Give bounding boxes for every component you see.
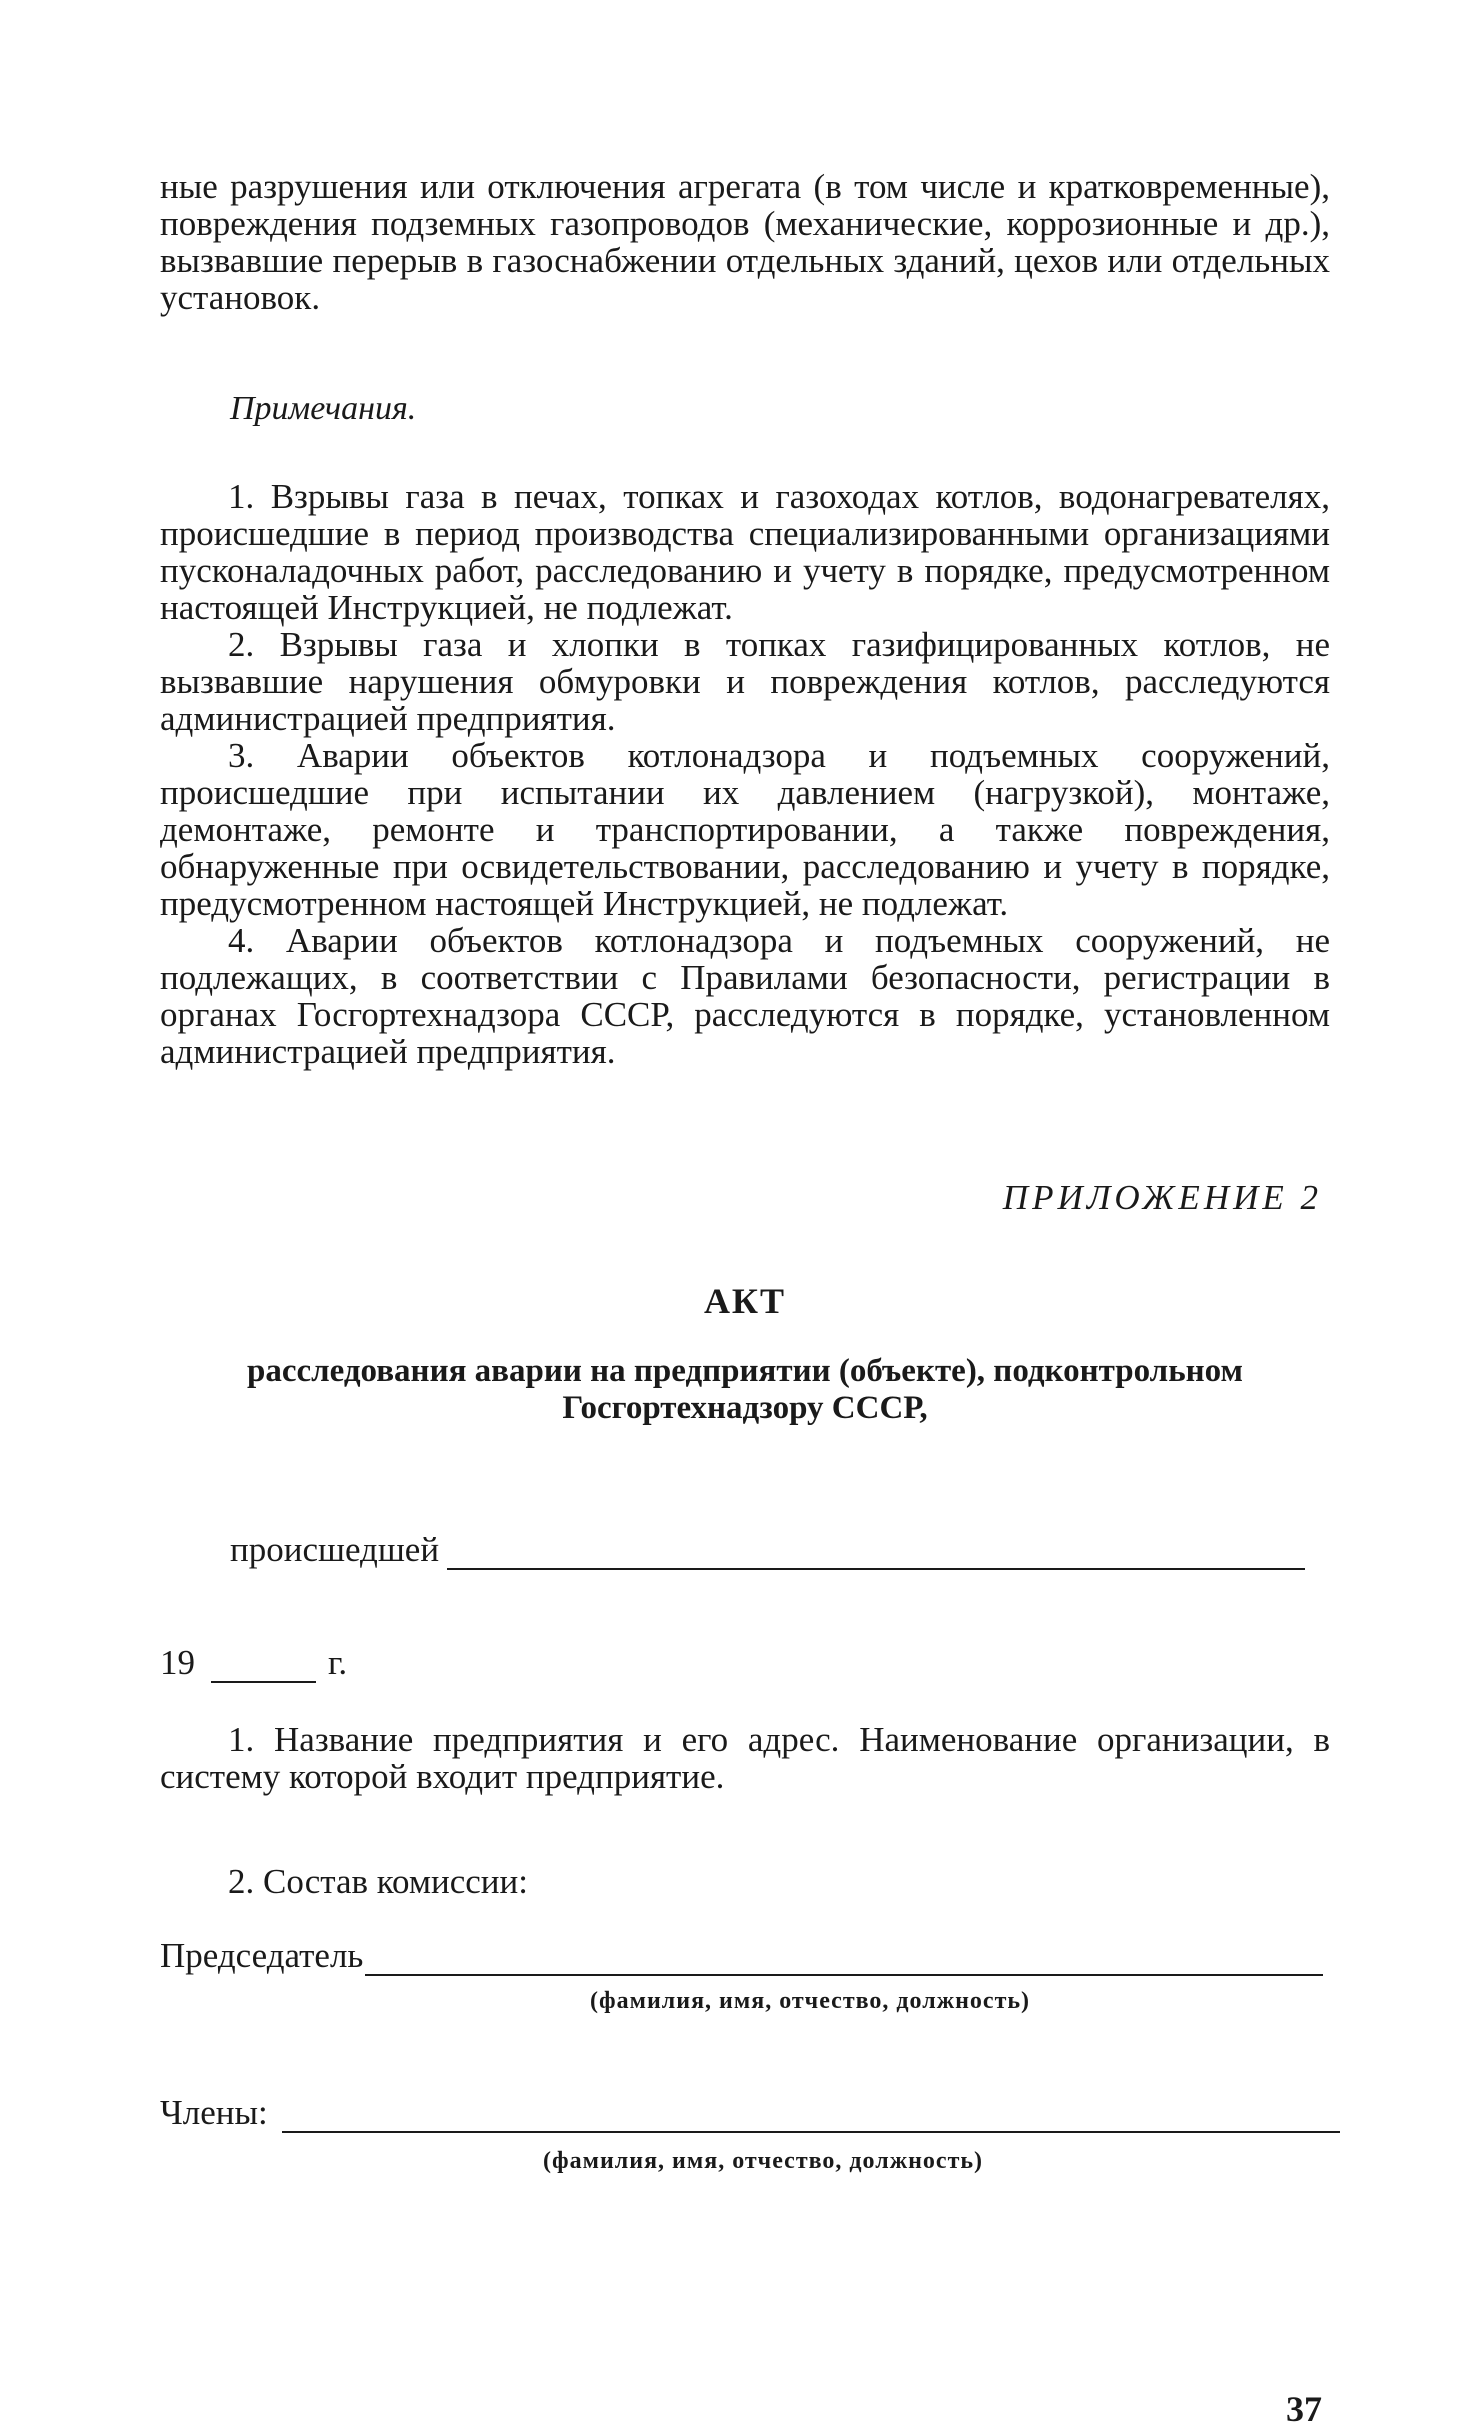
occurred-field (230, 1530, 1305, 1570)
appendix-label: ПРИЛОЖЕНИЕ 2 (1002, 1178, 1322, 1217)
act-title: АКТ (703, 1281, 787, 1321)
year-prefix: 19 (160, 1643, 195, 1682)
year-suffix: г. (328, 1643, 348, 1682)
members-blank-line[interactable] (282, 2101, 1340, 2133)
note-item-1: 1. Взрывы газа в печах, топках и газоходах котлов, водонагревателях, происшедшие в период производства специализированными организациями пусконаладочных работ, расследованию и учету в порядке, предусмотренном настоящей Инструкцией, не подлежат. (160, 477, 1330, 627)
form-item-2 (160, 1863, 1330, 1900)
year-blank-line[interactable] (211, 1651, 316, 1683)
members-caption: (фамилия, имя, отчество, должность) (543, 2148, 984, 2174)
form-item-1-text: 1. Название предприятия и его адрес. Наименование организации, в систему которой входит предприятие. (160, 1720, 1330, 1796)
page-number: 37 (1286, 2389, 1322, 2429)
form-item-1 (160, 1721, 1330, 1795)
act-subtitle: расследования аварии на предприятии (объекте), подконтрольном Госгортехнадзору СССР, (246, 1353, 1244, 1426)
intro-paragraph: ные разрушения или отключения агрегата (в том числе и кратковременные), повреждения подземных газопроводов (механические, коррозионные и др.), вызвавшие перерыв в газоснабжении отдельных зданий, цехов или отдельных установок. (160, 167, 1330, 317)
note-item-2: 2. Взрывы газа и хлопки в топках газифицированных котлов, не вызвавшие нарушения обмуровки и повреждения котлов, расследуются администрацией предприятия. (160, 625, 1330, 738)
chairman-label: Председатель (160, 1936, 364, 1975)
members-label: Члены: (160, 2093, 268, 2132)
year-field (160, 1643, 347, 1683)
chairman-caption: (фамилия, имя, отчество, должность) (590, 1988, 1031, 2014)
notes-title: Примечания. (230, 390, 417, 427)
occurred-blank-line[interactable] (447, 1538, 1305, 1570)
document-page (160, 167, 1330, 2429)
form-item-2-text: 2. Состав комиссии: (228, 1862, 528, 1901)
note-item-4: 4. Аварии объектов котлонадзора и подъемных сооружений, не подлежащих, в соответствии с Правилами безопасности, регистрации в органах Госгортехнадзора СССР, расследуются в порядке, установленном администрацией предприятия. (160, 921, 1330, 1071)
occurred-label: происшедшей (230, 1530, 440, 1569)
chairman-blank-line[interactable] (365, 1944, 1323, 1976)
chairman-field (160, 1936, 1323, 1976)
members-field (160, 2093, 1340, 2133)
note-item-3: 3. Аварии объектов котлонадзора и подъемных сооружений, происшедшие при испытании их давлением (нагрузкой), монтаже, демонтаже, ремонте и транспортировании, а также повреждения, обнаруженные при освидетельствовании, расследованию и учету в порядке, предусмотренном настоящей Инструкцией, не подлежат. (160, 736, 1330, 923)
notes-list (160, 478, 1330, 1070)
